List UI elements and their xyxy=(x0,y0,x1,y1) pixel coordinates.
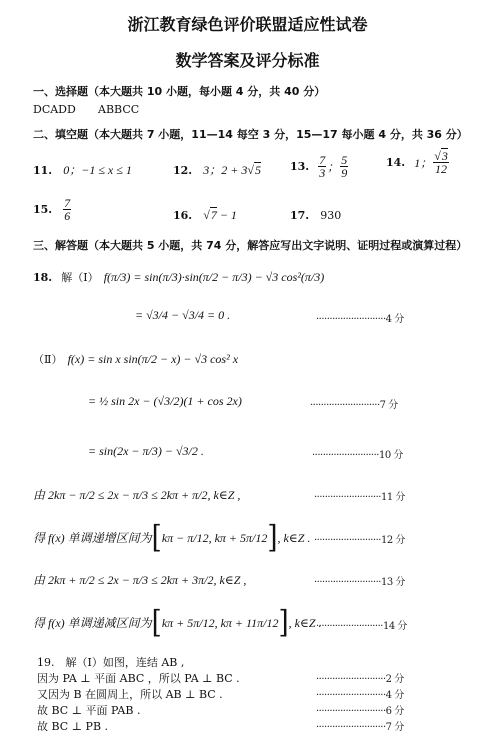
section-2-heading: 二、填空题（本大题共 7 小题，11—14 每空 3 分，15—17 每小题 4 分，共 36 分） xyxy=(33,128,468,141)
q18-line-5: = sin(2x − π/3) − √3/2 . xyxy=(88,444,204,458)
answer-15 xyxy=(33,197,72,222)
q18-part-1-label: 解（Ⅰ） xyxy=(61,271,99,284)
score-7: ··························7 分 xyxy=(310,400,398,411)
sqrt-sign: √ xyxy=(247,163,254,177)
q18-line-6: 由 2kπ − π/2 ≤ 2x − π/3 ≤ 2kπ + π/2, k∈Z , xyxy=(33,488,241,502)
answer-17 xyxy=(290,204,341,223)
page-subtitle: 数学答案及评分标准 xyxy=(175,51,320,70)
answer-17-value: 930 xyxy=(320,209,342,222)
score-4: ··························4 分 xyxy=(316,314,404,325)
q18-line-9 xyxy=(33,604,322,641)
q18-line-3 xyxy=(33,348,238,367)
section-1-heading: 一、选择题（本大题共 10 小题，每小题 4 分，共 40 分） xyxy=(33,85,326,98)
answer-16-radicand: 7 xyxy=(210,208,217,222)
answer-13 xyxy=(290,154,349,179)
page-title: 浙江教育绿色评价联盟适应性试卷 xyxy=(127,15,368,34)
section-3-heading: 三、解答题（本大题共 5 小题，共 74 分，解答应写出文字说明、证明过程或演算过程） xyxy=(33,239,468,252)
q19-line-3: 又因为 B 在圆周上，所以 AB ⊥ BC . xyxy=(37,688,223,701)
q18-expression-3: f(x) = sin x sin(π/2 − x) − √3 cos² x xyxy=(67,352,239,366)
answer-14-number: 14. xyxy=(386,156,406,169)
answer-16-tail: − 1 xyxy=(216,208,237,222)
q19-line-5: 故 BC ⊥ PB . xyxy=(37,720,109,733)
q18-number: 18. xyxy=(33,271,53,284)
answer-14 xyxy=(386,150,450,175)
score-7b: ··························7 分 xyxy=(316,722,404,733)
q18-line-7 xyxy=(33,519,311,556)
q18-increasing-label: 得 f(x) 单调递增区间为 xyxy=(33,531,152,545)
answer-15-number: 15. xyxy=(33,203,53,216)
answer-13-fraction-1: $\frac{7}{3}$ xyxy=(319,153,326,180)
answer-13-fraction-2: $\frac{5}{9}$ xyxy=(341,153,348,180)
q18-line-2: = √3/4 − √3/4 = 0 . xyxy=(135,308,231,322)
answer-15-fraction: $\frac{7}{6}$ xyxy=(64,196,71,223)
q19-line-2: 因为 PA ⊥ 平面 ABC ，所以 PA ⊥ BC . xyxy=(37,672,240,685)
q18-expression-1: f(π/3) = sin(π/3)·sin(π/2 − π/3) − √3 cos²(π/3) xyxy=(103,270,325,284)
sqrt-sign: √ xyxy=(203,208,210,222)
answer-11 xyxy=(33,159,132,178)
q18-decreasing-label: 得 f(x) 单调递减区间为 xyxy=(33,616,152,630)
right-bracket: ] xyxy=(267,519,278,556)
left-bracket: [ xyxy=(151,604,162,641)
score-6: ··························6 分 xyxy=(316,706,404,717)
q18-decreasing-tail: , k∈Z . xyxy=(288,616,322,630)
answer-12-value: 3；2 + 3 xyxy=(203,163,248,177)
q19-line-1: 19. 解（Ⅰ）如图，连结 AB , xyxy=(37,656,185,669)
q18-decreasing-interval: kπ + 5π/12, kπ + 11π/12 xyxy=(161,616,279,630)
answer-17-number: 17. xyxy=(290,209,310,222)
score-14: ·························14 分 xyxy=(316,621,407,632)
answer-12-number: 12. xyxy=(173,164,193,177)
answer-14-fraction: $\frac{√3}{12}$ xyxy=(434,149,448,176)
q18-line-1 xyxy=(33,266,324,285)
q19-line-4: 故 BC ⊥ 平面 PAB . xyxy=(37,704,141,717)
score-11: ·························11 分 xyxy=(314,492,405,503)
q18-part-2-label: （Ⅱ） xyxy=(33,353,63,366)
q18-line-8: 由 2kπ + π/2 ≤ 2x − π/3 ≤ 2kπ + 3π/2, k∈Z , xyxy=(33,573,247,587)
left-bracket: [ xyxy=(151,519,162,556)
q18-line-4: = ½ sin 2x − (√3/2)(1 + cos 2x) xyxy=(88,394,242,408)
answer-14-prefix: 1； xyxy=(414,156,433,170)
score-13: ·························13 分 xyxy=(314,577,405,588)
choice-answers-b: ABBCC xyxy=(98,103,140,116)
answer-13-separator: ； xyxy=(327,160,340,174)
score-10: ·························10 分 xyxy=(312,450,403,461)
answer-12-radicand: 5 xyxy=(254,163,261,177)
answer-16-number: 16. xyxy=(173,209,193,222)
choice-answers-a: DCADD xyxy=(33,103,76,116)
answer-11-number: 11. xyxy=(33,164,53,177)
answer-11-value: 0；−1 ≤ x ≤ 1 xyxy=(63,163,132,177)
right-bracket: ] xyxy=(278,604,289,641)
score-4b: ··························4 分 xyxy=(316,690,404,701)
q18-increasing-tail: , k∈Z . xyxy=(277,531,311,545)
q18-increasing-interval: kπ − π/12, kπ + 5π/12 xyxy=(161,531,268,545)
answer-16 xyxy=(173,204,237,223)
answer-12 xyxy=(173,159,261,178)
score-12: ·························12 分 xyxy=(314,535,405,546)
answer-13-number: 13. xyxy=(290,160,310,173)
score-2: ··························2 分 xyxy=(316,674,404,685)
